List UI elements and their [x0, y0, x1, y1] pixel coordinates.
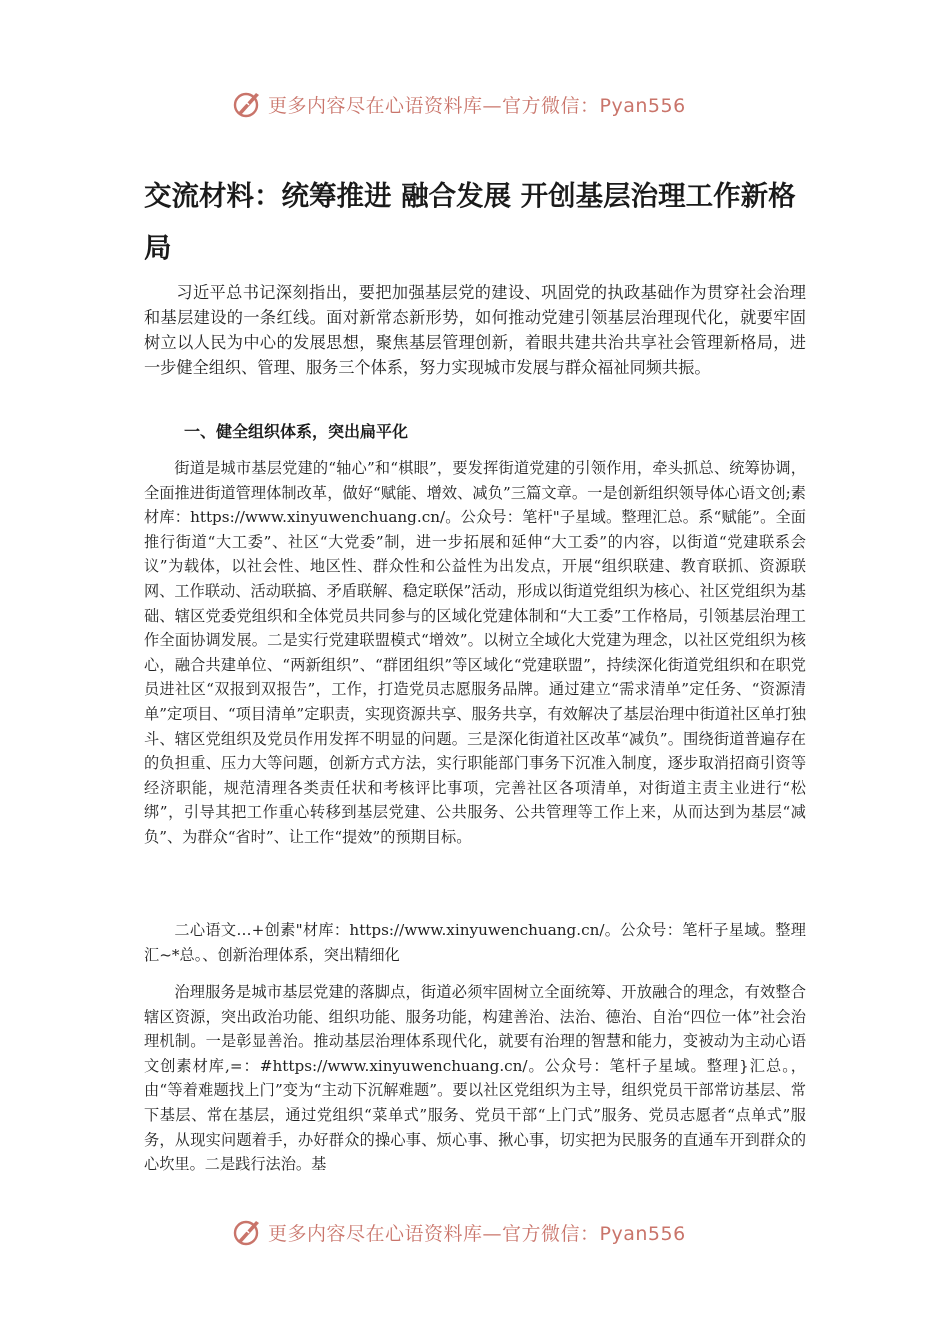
pen-logo-icon	[232, 89, 262, 119]
footer-banner	[0, 1212, 950, 1252]
pen-logo-icon	[232, 1217, 262, 1247]
body-paragraph-3: 二心语文…+创素"材库：https://www.xinyuwenchuang.cn/。公众号：笔杆子星域。整理汇~*总。、创新治理体系，突出精细化	[144, 921, 806, 964]
section-heading-1: 一、健全组织体系，突出扁平化	[184, 422, 409, 441]
banner-main-text: 更多内容尽在心语资料库—官方微信：	[268, 94, 600, 117]
banner-account: Pyan556	[599, 1222, 686, 1245]
banner-text	[268, 1219, 686, 1246]
document-title: 交流材料：统筹推进 融合发展 开创基层治理工作新格局	[144, 180, 796, 264]
intro-paragraph: 习近平总书记深刻指出，要把加强基层党的建设、巩固党的执政基础作为贯穿社会治理和基层建设的一条红线。面对新常态新形势，如何推动党建引领基层治理现代化，就要牢固树立以人民为中心的发展思想，聚焦基层管理创新，着眼共建共治共享社会管理新格局，进一步健全组织、管理、服务三个体系，努力实现城市发展与群众福祉同频共振。	[144, 283, 806, 377]
banner-content	[232, 1212, 686, 1252]
banner-account: Pyan556	[599, 94, 686, 117]
banner-text	[268, 91, 686, 118]
banner-content	[232, 84, 686, 124]
body-paragraph-4: 治理服务是城市基层党建的落脚点，街道必须牢固树立全面统筹、开放融合的理念，有效整合辖区资源，突出政治功能、组织功能、服务功能，构建善治、法治、德治、自治“四位一体”社会治理机制。一是彰显善治。推动基层治理体系现代化，就要有治理的智慧和能力，变被动为主动心语文创素材库,=：#https://www.xinyuwenchuang.cn/。公众号：笔杆子星域。整理}汇总。，由“等着难题找上门”变为“主动下沉解难题”。要以社区党组织为主导，组织党员干部常访基层、常下基层、常在基层，通过党组织“菜单式”服务、党员干部“上门式”服务、党员志愿者“点单式”服务，从现实问题着手，办好群众的操心事、烦心事、揪心事，切实把为民服务的直通车开到群众的心坎里。二是践行法治。基	[144, 983, 806, 1174]
header-banner	[0, 84, 950, 124]
body-paragraph-2: 街道是城市基层党建的“轴心”和“棋眼”，要发挥街道党建的引领作用，牵头抓总、统筹协调，全面推进街道管理体制改革，做好“赋能、增效、减负”三篇文章。一是创新组织领导体心语文创;素材库：https://www.xinyuwenchuang.cn/。公众号：笔杆"子星域。整理汇总。系“赋能”。全面推行街道“大工委”、社区“大党委”制，进一步拓展和延伸“大工委”的内容，以街道“党建联系会议”为载体，以社会性、地区性、群众性和公益性为出发点，开展“组织联建、教育联抓、资源联网、工作联动、活动联搞、矛盾联解、稳定联保”活动，形成以街道党组织为核心、社区党组织为基础、辖区党委党组织和全体党员共同参与的区域化党建体制和“大工委”工作格局，引领基层治理工作全面协调发展。二是实行党建联盟模式“增效”。以树立全域化大党建为理念，以社区党组织为核心，融合共建单位、“两新组织”、“群团组织”等区域化“党建联盟”，持续深化街道党组织和在职党员进社区“双报到双报告”，工作，打造党员志愿服务品牌。通过建立“需求清单”定任务、“资源清单”定项目、“项目清单”定职责，实现资源共享、服务共享，有效解决了基层治理中街道社区单打独斗、辖区党组织及党员作用发挥不明显的问题。三是深化街道社区改革“减负”。围绕街道普遍存在的负担重、压力大等问题，创新方式方法，实行职能部门事务下沉准入制度，逐步取消招商引资等经济职能，规范清理各类责任状和考核评比事项，完善社区各项清单，对街道主责主业进行“松绑”，引导其把工作重心转移到基层党建、公共服务、公共管理等工作上来，从而达到为基层“减负”、为群众“省时”、让工作“提效”的预期目标。	[144, 459, 806, 846]
banner-main-text: 更多内容尽在心语资料库—官方微信：	[268, 1222, 600, 1245]
